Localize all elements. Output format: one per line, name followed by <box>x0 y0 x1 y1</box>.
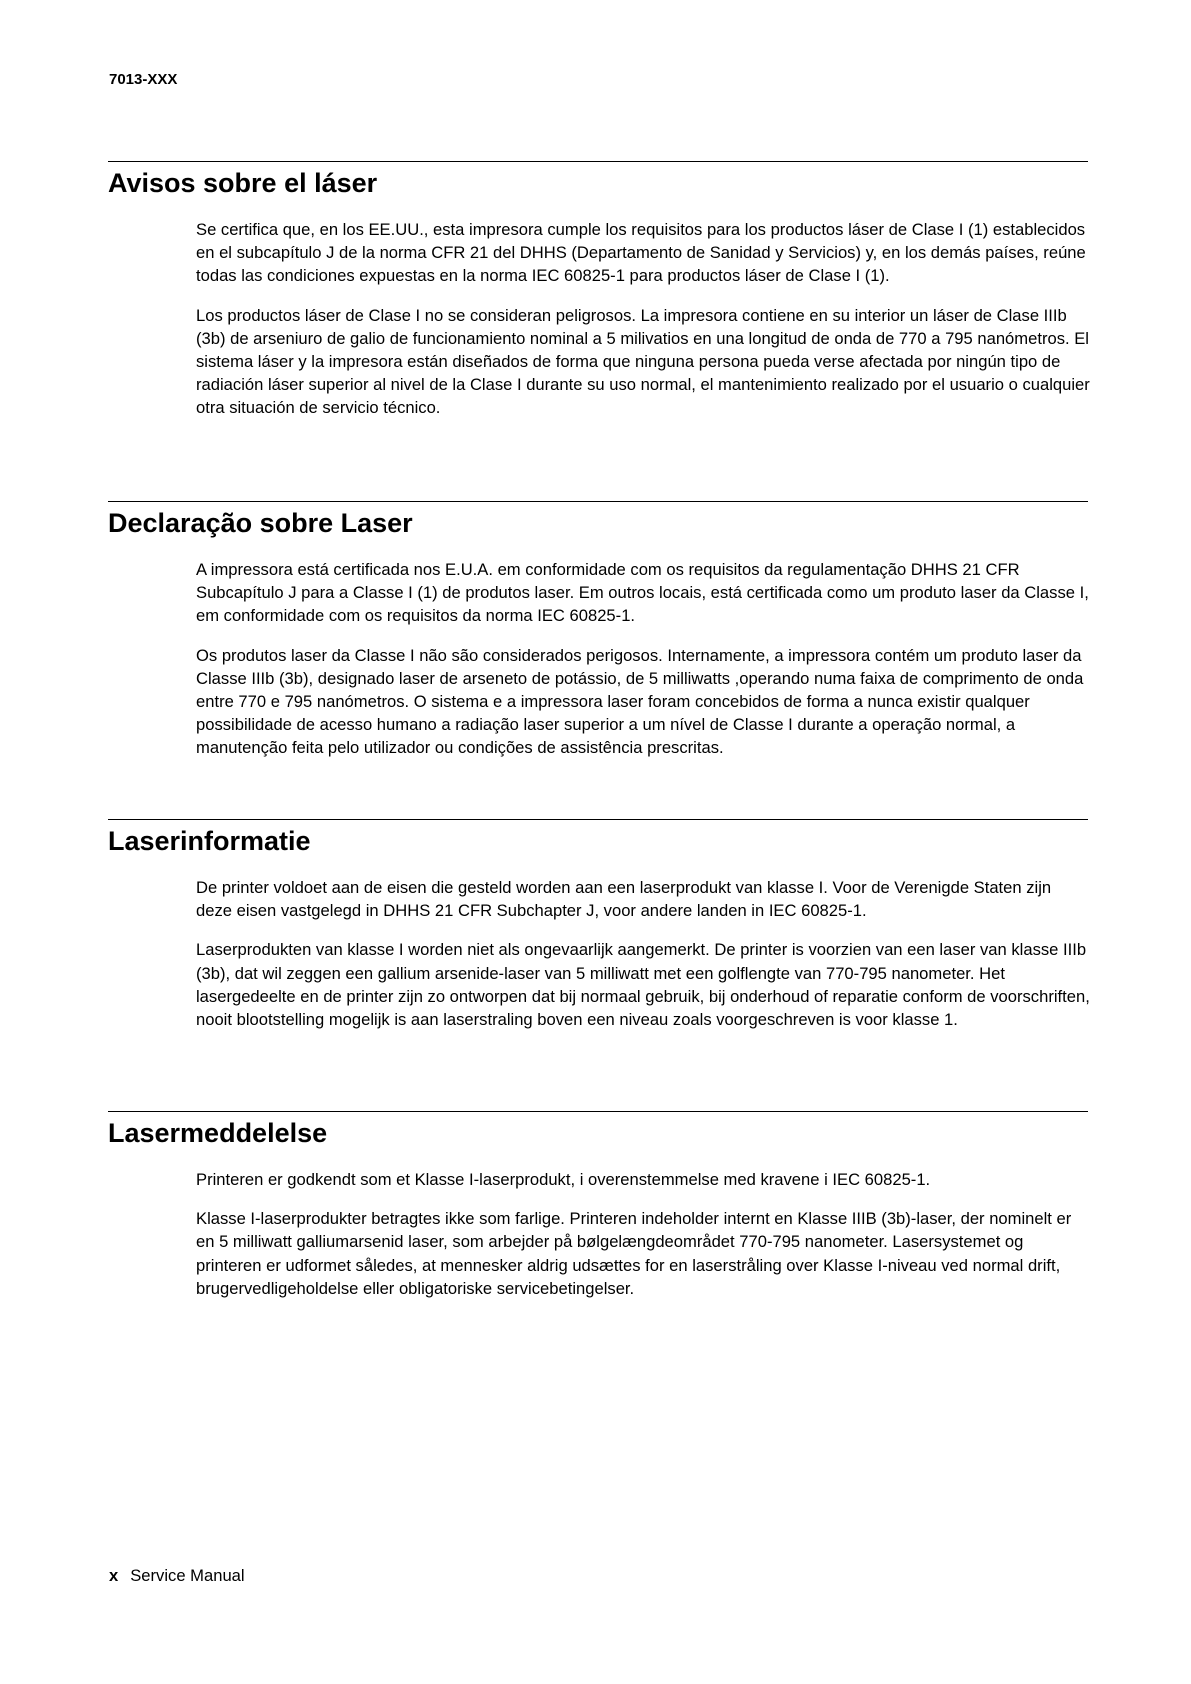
page-header-model: 7013-XXX <box>109 71 178 88</box>
section-body <box>196 558 1091 760</box>
section-declaracao-laser <box>108 501 1088 776</box>
section-title: Avisos sobre el láser <box>108 168 378 198</box>
page-number: x <box>109 1566 119 1585</box>
paragraph: Os produtos laser da Classe I não são considerados perigosos. Internamente, a impressora contém um produto laser da Classe IIIb (3b), designado laser de arseneto de potássio, de 5 milliwatts ,operando numa faixa de comprimento de onda entre 770 e 795 nanómetros. O sistema e a impressora laser foram concebidos de forma a nunca existir qualquer possibilidade de acesso humano a radiação laser superior a um nível de Classe I durante a operação normal, a manutenção feita pelo utilizador ou condições de assistência prescritas. <box>196 645 1084 758</box>
section-title: Declaração sobre Laser <box>108 508 413 538</box>
section-laserinformatie <box>108 819 1088 1047</box>
paragraph: Printeren er godkendt som et Klasse I-laserprodukt, i overenstemmelse med kravene i IEC 60825-1. <box>196 1170 931 1189</box>
section-body <box>196 876 1091 1031</box>
section-body <box>196 218 1091 420</box>
section-divider <box>108 161 1088 162</box>
paragraph: Laserprodukten van klasse I worden niet als ongevaarlijk aangemerkt. De printer is voorzien van een laser van klasse IIIb (3b), dat wil zeggen een gallium arsenide-laser van 5 milliwatt met een golflengte van 770-795 nanometer. Het lasergedeelte en de printer zijn zo ontworpen dat bij normaal gebruik, bij onderhoud of reparatie conform de voorschriften, nooit blootstelling mogelijk is aan laserstraling boven een niveau zoals voorgeschreven is voor klasse 1. <box>196 940 1090 1030</box>
section-lasermeddelelse <box>108 1111 1088 1316</box>
section-body <box>196 1168 1091 1300</box>
section-divider <box>108 819 1088 820</box>
section-title: Lasermeddelelse <box>108 1118 328 1148</box>
section-avisos-laser <box>108 161 1088 436</box>
paragraph: Klasse I-laserprodukter betragtes ikke som farlige. Printeren indeholder internt en Klasse IIIB (3b)-laser, der nominelt er en 5 milliwatt galliumarsenid laser, som arbejder på bølgelængdeområdet 770-795 nanometer. Lasersystemet og printeren er udformet således, at mennesker aldrig udsættes for en laserstråling over Klasse I-niveau ved normal drift, brugervedligeholdelse eller obligatoriske servicebetingelser. <box>196 1209 1072 1298</box>
paragraph: Los productos láser de Clase I no se consideran peligrosos. La impresora contiene en su interior un láser de Clase IIIb (3b) de arseniuro de galio de funcionamiento nominal a 5 milivatios en una longitud de onda de 770 a 795 nanómetros. El sistema láser y la impresora están diseñados de forma que ninguna persona pueda verse afectada por ningún tipo de radiación láser superior al nivel de la Clase I durante su uso normal, el mantenimiento realizado por el usuario o cualquier otra situación de servicio técnico. <box>196 305 1090 418</box>
section-divider <box>108 501 1088 502</box>
section-divider <box>108 1111 1088 1112</box>
footer-title: Service Manual <box>130 1566 245 1585</box>
paragraph: De printer voldoet aan de eisen die gesteld worden aan een laserprodukt van klasse I. Voor de Verenigde Staten zijn deze eisen vastgelegd in DHHS 21 CFR Subchapter J, voor andere landen in IEC 60825-1. <box>196 878 1052 921</box>
page-footer <box>109 1566 245 1586</box>
paragraph: A impressora está certificada nos E.U.A. em conformidade com os requisitos da regulamentação DHHS 21 CFR Subcapítulo J para a Classe I (1) de produtos laser. Em outros locais, está certificada como um produto laser da Classe I, em conformidade com os requisitos da norma IEC 60825-1. <box>196 560 1089 626</box>
paragraph: Se certifica que, en los EE.UU., esta impresora cumple los requisitos para los productos láser de Clase I (1) establecidos en el subcapítulo J de la norma CFR 21 del DHHS (Departamento de Sanidad y Servicios) y, en los demás países, reúne todas las condiciones expuestas en la norma IEC 60825-1 para productos láser de Clase I (1). <box>196 220 1086 286</box>
section-title: Laserinformatie <box>108 826 311 856</box>
